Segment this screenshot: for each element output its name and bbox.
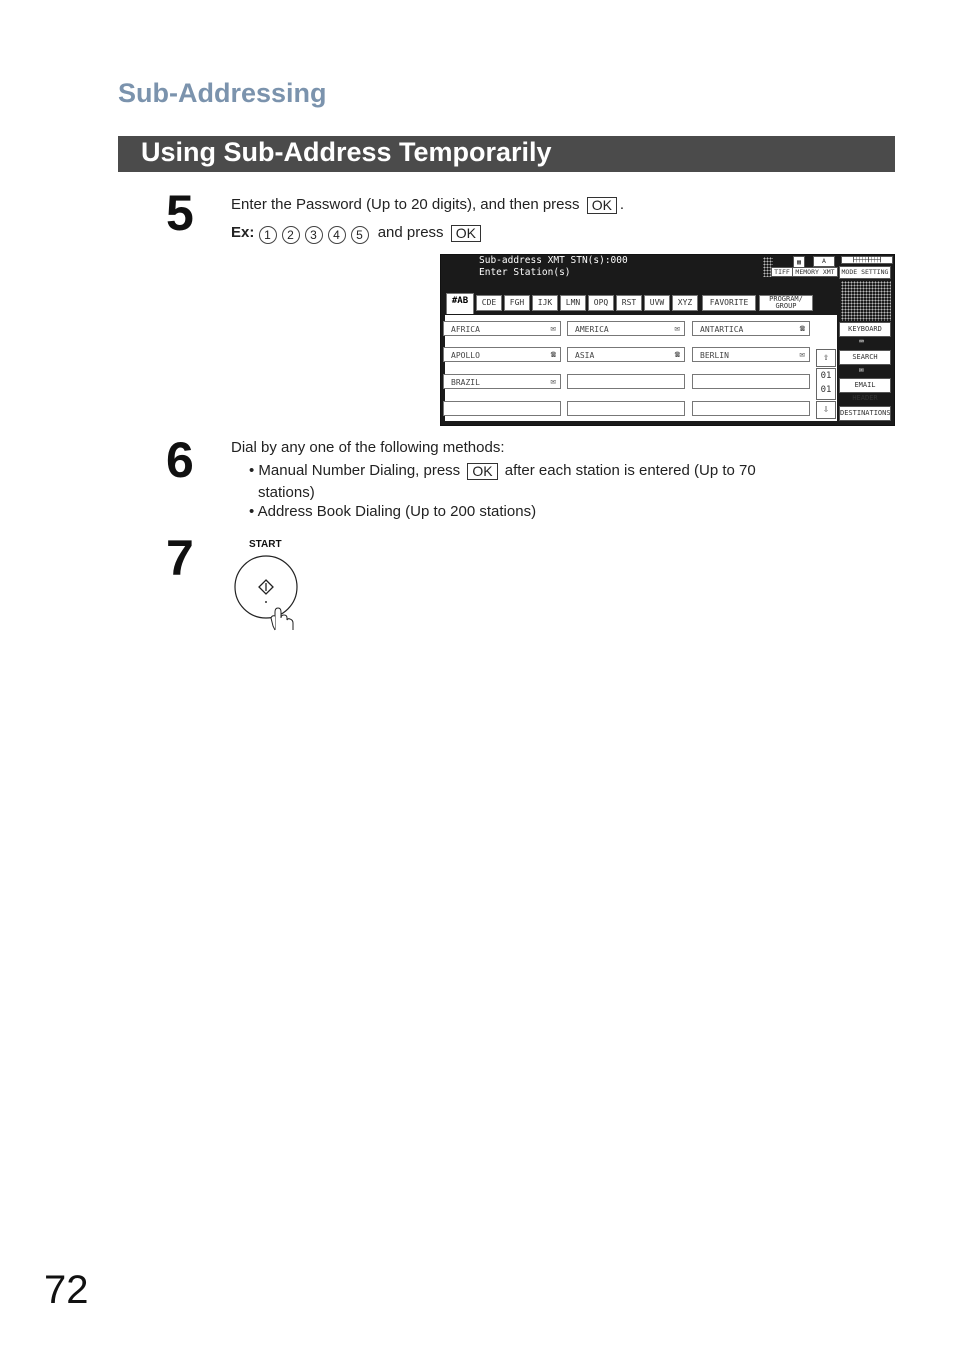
ok-key-example: OK xyxy=(451,225,481,242)
digit-5-key: 5 xyxy=(351,226,369,244)
step-number-6: 6 xyxy=(166,432,194,488)
station-label: BRAZIL xyxy=(451,378,480,387)
station-apollo[interactable] xyxy=(443,347,561,362)
step6-bullet-address-book: • Address Book Dialing (Up to 200 stations) xyxy=(249,503,537,520)
envelope-icon: ✉ xyxy=(674,324,680,334)
tab-uvw[interactable]: UVW xyxy=(644,295,670,311)
scroll-up-button[interactable] xyxy=(816,349,836,367)
ex-label: Ex: xyxy=(231,224,255,241)
station-label: AMERICA xyxy=(575,325,609,334)
step5-period: . xyxy=(619,196,625,213)
tab-fgh[interactable]: FGH xyxy=(504,295,530,311)
arrow-up-icon: ⇧ xyxy=(822,352,830,363)
lcd-pattern-side xyxy=(841,281,891,321)
digit-4-key: 4 xyxy=(328,226,346,244)
step-number-5: 5 xyxy=(166,185,194,241)
envelope-icon: ✉ xyxy=(550,324,556,334)
page-number: 72 xyxy=(44,1268,89,1312)
digit-2-key: 2 xyxy=(282,226,300,244)
station-africa[interactable] xyxy=(443,321,561,336)
grid-icon: ▦ xyxy=(793,256,805,268)
tiff-badge: TIFF xyxy=(771,267,793,277)
ok-key: OK xyxy=(587,197,617,214)
lcd-message-line2: Enter Station(s) xyxy=(479,267,571,278)
arrow-down-icon: ⇩ xyxy=(822,404,830,415)
banner-title: Using Sub-Address Temporarily xyxy=(141,137,552,167)
ok-key-manual: OK xyxy=(467,463,497,480)
email-header-button[interactable]: EMAIL HEADER xyxy=(839,378,891,393)
mode-setting-button[interactable]: MODE SETTING xyxy=(839,266,891,279)
station-empty[interactable] xyxy=(567,374,685,389)
page-indicator xyxy=(816,368,836,400)
tab-xyz[interactable]: XYZ xyxy=(672,295,698,311)
tab-favorite[interactable]: FAVORITE xyxy=(702,295,756,311)
step-number-7: 7 xyxy=(166,530,194,586)
start-label: START xyxy=(249,539,282,550)
tab-rst[interactable]: RST xyxy=(616,295,642,311)
search-button[interactable]: SEARCH xyxy=(839,350,891,365)
envelope-icon: ✉ xyxy=(550,377,556,387)
level-gauge-icon: ┠┼┼┼┼╂┼┼┼┨ xyxy=(841,256,893,264)
step5-text: Enter the Password (Up to 20 digits), and then press xyxy=(231,196,580,213)
step6-bullet-manual xyxy=(249,461,756,481)
station-label: ASIA xyxy=(575,351,595,360)
start-button-illustration xyxy=(230,552,302,634)
keyboard-icon: ⌨ xyxy=(859,337,864,346)
station-empty[interactable] xyxy=(567,401,685,416)
step5-instruction xyxy=(231,195,624,215)
banner xyxy=(118,136,895,172)
station-berlin[interactable] xyxy=(692,347,810,362)
lcd-message-line1: Sub-address XMT STN(s):000 xyxy=(479,255,628,266)
scroll-down-button[interactable] xyxy=(816,401,836,419)
font-icon: A xyxy=(813,256,835,267)
envelope-icon: ✉ xyxy=(859,365,864,374)
digit-3-key: 3 xyxy=(305,226,323,244)
station-brazil[interactable] xyxy=(443,374,561,389)
station-antartica[interactable] xyxy=(692,321,810,336)
station-label: APOLLO xyxy=(451,351,480,360)
tab-cde[interactable]: CDE xyxy=(476,295,502,311)
section-title: Sub-Addressing xyxy=(118,78,327,108)
page-current: 01 xyxy=(820,371,832,381)
envelope-icon: ✉ xyxy=(799,350,805,360)
lcd-screen xyxy=(440,254,895,426)
step6-bullet-manual-wrap: stations) xyxy=(258,484,315,501)
phone-icon: ☎ xyxy=(674,350,680,360)
step5-example xyxy=(231,223,484,244)
keyboard-button[interactable]: KEYBOARD xyxy=(839,322,891,337)
destinations-button[interactable]: DESTINATIONS xyxy=(839,406,891,421)
bullet-manual-text-cont: after each station is entered (Up to 70 xyxy=(504,462,756,479)
station-label: ANTARTICA xyxy=(700,325,744,334)
tab-program-group[interactable]: PROGRAM/ GROUP xyxy=(759,295,813,311)
station-empty[interactable] xyxy=(443,401,561,416)
station-label: BERLIN xyxy=(700,351,729,360)
page-total: 01 xyxy=(820,385,832,395)
tab-ab[interactable]: #AB xyxy=(446,293,474,314)
tab-ijk[interactable]: IJK xyxy=(532,295,558,311)
station-label: AFRICA xyxy=(451,325,480,334)
station-empty[interactable] xyxy=(692,401,810,416)
phone-icon: ☎ xyxy=(550,350,556,360)
tab-lmn[interactable]: LMN xyxy=(560,295,586,311)
digit-1-key: 1 xyxy=(259,226,277,244)
tab-opq[interactable]: OPQ xyxy=(588,295,614,311)
bullet-manual-text: • Manual Number Dialing, press xyxy=(249,462,461,479)
station-empty[interactable] xyxy=(692,374,810,389)
memory-xmt-badge: MEMORY XMT xyxy=(792,267,838,277)
step6-intro: Dial by any one of the following methods: xyxy=(231,439,505,456)
station-asia[interactable] xyxy=(567,347,685,362)
and-press-text: and press xyxy=(377,224,444,241)
phone-icon: ☎ xyxy=(799,324,805,334)
station-america[interactable] xyxy=(567,321,685,336)
